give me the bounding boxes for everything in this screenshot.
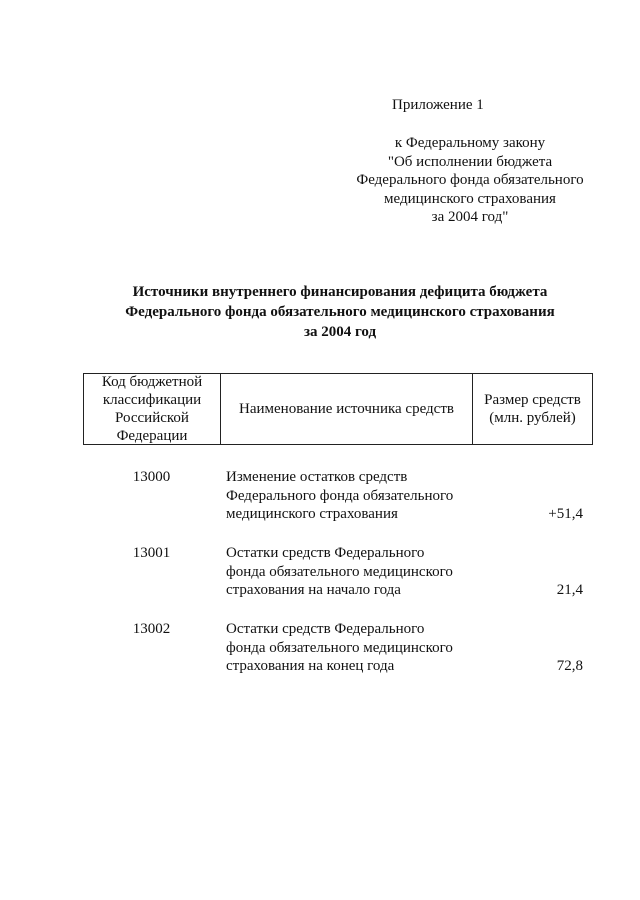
appendix-line: за 2004 год" [431, 209, 509, 225]
row-name-line: страхования на конец года [226, 658, 395, 674]
row-name-line: Изменение остатков средств [226, 469, 408, 485]
table-header [83, 373, 593, 445]
header-code [84, 374, 221, 444]
appendix-line: Федерального фонда обязательного [356, 172, 584, 188]
appendix-line: к Федеральному закону [394, 135, 546, 151]
row-value: 21,4 [556, 582, 583, 598]
row-name-line: страхования на начало года [226, 582, 401, 598]
title-line: Федерального фонда обязательного медицинского страхования [125, 304, 555, 320]
row-name [226, 544, 486, 600]
row-value: +51,4 [548, 506, 583, 522]
header-size [473, 374, 592, 444]
document-title [70, 282, 610, 342]
title-line: Источники внутреннего финансирования дефицита бюджета [132, 284, 548, 300]
header-code-line: Российской [115, 410, 189, 426]
row-name-line: Остатки средств Федерального [226, 621, 425, 637]
header-code-line: Код бюджетной [101, 374, 203, 390]
table-row [83, 620, 593, 696]
row-name-line: фонда обязательного медицинского [226, 563, 453, 580]
header-code-line: Федерации [116, 428, 188, 444]
row-name [226, 468, 486, 524]
header-size-line: (млн. рублей) [489, 410, 576, 426]
appendix-reference [330, 134, 610, 227]
table-body [83, 468, 593, 696]
row-name [226, 620, 486, 676]
table-row [83, 468, 593, 544]
header-code-line: классификации [102, 392, 202, 408]
row-name-line: Федерального фонда обязательного [226, 487, 454, 504]
header-name [221, 374, 473, 444]
row-value: 72,8 [556, 658, 583, 674]
appendix-line: "Об исполнении бюджета [387, 153, 553, 170]
row-name-line: Остатки средств Федерального [226, 545, 425, 561]
title-line: за 2004 год [303, 324, 377, 340]
row-name-line: медицинского страхования [226, 506, 398, 522]
row-code: 13002 [132, 621, 171, 637]
row-code: 13001 [132, 545, 171, 561]
row-code: 13000 [132, 469, 171, 485]
appendix-title: Приложение 1 [392, 97, 484, 113]
row-name-line: фонда обязательного медицинского [226, 639, 453, 656]
header-name-line: Наименование источника средств [239, 401, 454, 417]
table-row [83, 544, 593, 620]
appendix-line: медицинского страхования [384, 190, 556, 207]
header-size-line: Размер средств [484, 392, 581, 408]
